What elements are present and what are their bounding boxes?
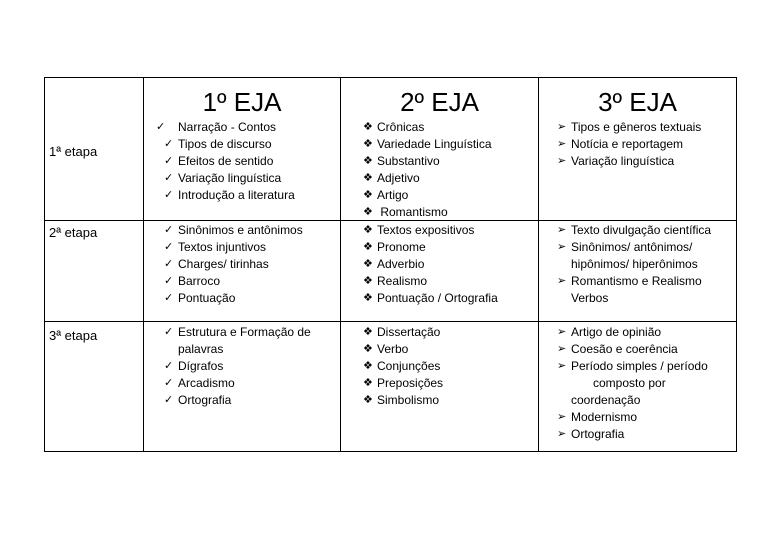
check-icon: ✓	[164, 155, 174, 167]
list-item: ❖ Realismo	[363, 274, 428, 288]
check-icon: ✓	[156, 121, 166, 133]
column-divider	[143, 78, 144, 451]
diamond-bullet-icon: ❖	[363, 275, 373, 287]
check-icon: ✓	[164, 189, 174, 201]
list-item: ❖ Pontuação / Ortografia	[363, 291, 498, 305]
diamond-bullet-icon: ❖	[363, 394, 373, 406]
diamond-bullet-icon: ❖	[363, 189, 373, 201]
list-item: ✓ Narração - Contos	[156, 120, 277, 134]
list-item: ➢ Notícia e reportagem	[557, 137, 684, 151]
header-2-eja: 2º EJA	[400, 87, 479, 117]
curriculum-table	[44, 77, 737, 452]
diamond-bullet-icon: ❖	[363, 172, 373, 184]
list-item: ✓ Efeitos de sentido	[164, 154, 274, 168]
diamond-bullet-icon: ❖	[363, 155, 373, 167]
diamond-bullet-icon: ❖	[363, 224, 373, 236]
stage-label-3: 3ª etapa	[49, 328, 98, 343]
list-item: ✓ Introdução a literatura	[164, 188, 295, 202]
check-icon: ✓	[164, 275, 174, 287]
list-item: ✓ Textos injuntivos	[164, 240, 267, 254]
list-item: ❖ Verbo	[363, 342, 409, 356]
list-item: composto por	[593, 376, 666, 390]
stage-label-2: 2ª etapa	[49, 225, 98, 240]
row2-col1-list	[164, 222, 303, 307]
list-item: ➢ Sinônimos/ antônimos/	[557, 240, 693, 254]
arrow-bullet-icon: ➢	[557, 138, 567, 150]
diamond-bullet-icon: ❖	[363, 326, 373, 338]
list-item: ✓ Sinônimos e antônimos	[164, 223, 303, 237]
row3-col1-list	[164, 324, 311, 409]
header-3-eja: 3º EJA	[598, 87, 677, 117]
check-icon: ✓	[164, 292, 174, 304]
arrow-bullet-icon: ➢	[557, 155, 567, 167]
list-item: ➢ Modernismo	[557, 410, 638, 424]
list-item: ❖ Substantivo	[363, 154, 440, 168]
arrow-bullet-icon: ➢	[557, 343, 567, 355]
arrow-bullet-icon: ➢	[557, 241, 567, 253]
list-item: ❖ Adverbio	[363, 257, 425, 271]
diamond-bullet-icon: ❖	[363, 206, 373, 218]
list-item: ✓ Tipos de discurso	[164, 137, 272, 151]
diamond-bullet-icon: ❖	[363, 121, 373, 133]
list-item: coordenação	[571, 393, 641, 407]
check-icon: ✓	[164, 224, 174, 236]
check-icon: ✓	[164, 377, 174, 389]
arrow-bullet-icon: ➢	[557, 275, 567, 287]
list-item: ❖ Conjunções	[363, 359, 441, 373]
list-item: ✓ Arcadismo	[164, 376, 235, 390]
column-divider	[538, 78, 539, 451]
list-item: ❖ Adjetivo	[363, 171, 420, 185]
list-item: ✓ Ortografia	[164, 393, 232, 407]
check-icon: ✓	[164, 394, 174, 406]
diamond-bullet-icon: ❖	[363, 377, 373, 389]
row1-col3-list	[557, 119, 701, 170]
list-item: ➢ Período simples / período	[557, 359, 708, 373]
list-item: ❖ Crônicas	[363, 120, 425, 134]
diamond-bullet-icon: ❖	[363, 343, 373, 355]
list-item: ❖ Romantismo	[363, 205, 448, 219]
list-item: ➢ Tipos e gêneros textuais	[557, 120, 702, 134]
list-item: palavras	[178, 342, 224, 356]
list-item: ➢ Texto divulgação científica	[557, 223, 712, 237]
list-item: ❖ Variedade Linguística	[363, 137, 492, 151]
list-item: ✓ Charges/ tirinhas	[164, 257, 269, 271]
row3-col2-list	[363, 324, 443, 409]
list-item: ✓ Barroco	[164, 274, 221, 288]
arrow-bullet-icon: ➢	[557, 360, 567, 372]
list-item: ✓ Dígrafos	[164, 359, 224, 373]
check-icon: ✓	[164, 326, 174, 338]
arrow-bullet-icon: ➢	[557, 121, 567, 133]
row1-col2-list	[363, 119, 492, 221]
check-icon: ✓	[164, 241, 174, 253]
row1-col1-list	[156, 119, 295, 204]
check-icon: ✓	[164, 172, 174, 184]
list-item: ➢ Artigo de opinião	[557, 325, 662, 339]
arrow-bullet-icon: ➢	[557, 326, 567, 338]
diamond-bullet-icon: ❖	[363, 258, 373, 270]
diamond-bullet-icon: ❖	[363, 360, 373, 372]
row2-col2-list	[363, 222, 498, 307]
column-divider	[340, 78, 341, 451]
diamond-bullet-icon: ❖	[363, 138, 373, 150]
list-item: ❖ Pronome	[363, 240, 426, 254]
stage-label-1: 1ª etapa	[49, 144, 98, 159]
header-1-eja: 1º EJA	[202, 87, 282, 117]
list-item: ❖ Artigo	[363, 188, 409, 202]
list-item: ✓ Variação linguística	[164, 171, 282, 185]
list-item: ❖ Simbolismo	[363, 393, 440, 407]
diamond-bullet-icon: ❖	[363, 241, 373, 253]
list-item: ➢ Romantismo e Realismo	[557, 274, 702, 288]
diamond-bullet-icon: ❖	[363, 292, 373, 304]
list-item: Verbos	[571, 291, 609, 305]
list-item: ✓ Pontuação	[164, 291, 236, 305]
list-item: ➢ Coesão e coerência	[557, 342, 678, 356]
arrow-bullet-icon: ➢	[557, 224, 567, 236]
row2-col3-list	[557, 222, 711, 307]
check-icon: ✓	[164, 138, 174, 150]
list-item: hipônimos/ hiperônimos	[571, 257, 698, 271]
check-icon: ✓	[164, 360, 174, 372]
list-item: ❖ Textos expositivos	[363, 223, 475, 237]
check-icon: ✓	[164, 258, 174, 270]
row3-col3-list	[557, 324, 708, 443]
row-divider	[45, 321, 736, 322]
list-item: ❖ Dissertação	[363, 325, 441, 339]
list-item: ➢ Ortografia	[557, 427, 625, 441]
list-item: ❖ Preposições	[363, 376, 444, 390]
list-item: ✓ Estrutura e Formação de	[164, 325, 311, 339]
arrow-bullet-icon: ➢	[557, 428, 567, 440]
list-item: ➢ Variação linguística	[557, 154, 675, 168]
arrow-bullet-icon: ➢	[557, 411, 567, 423]
